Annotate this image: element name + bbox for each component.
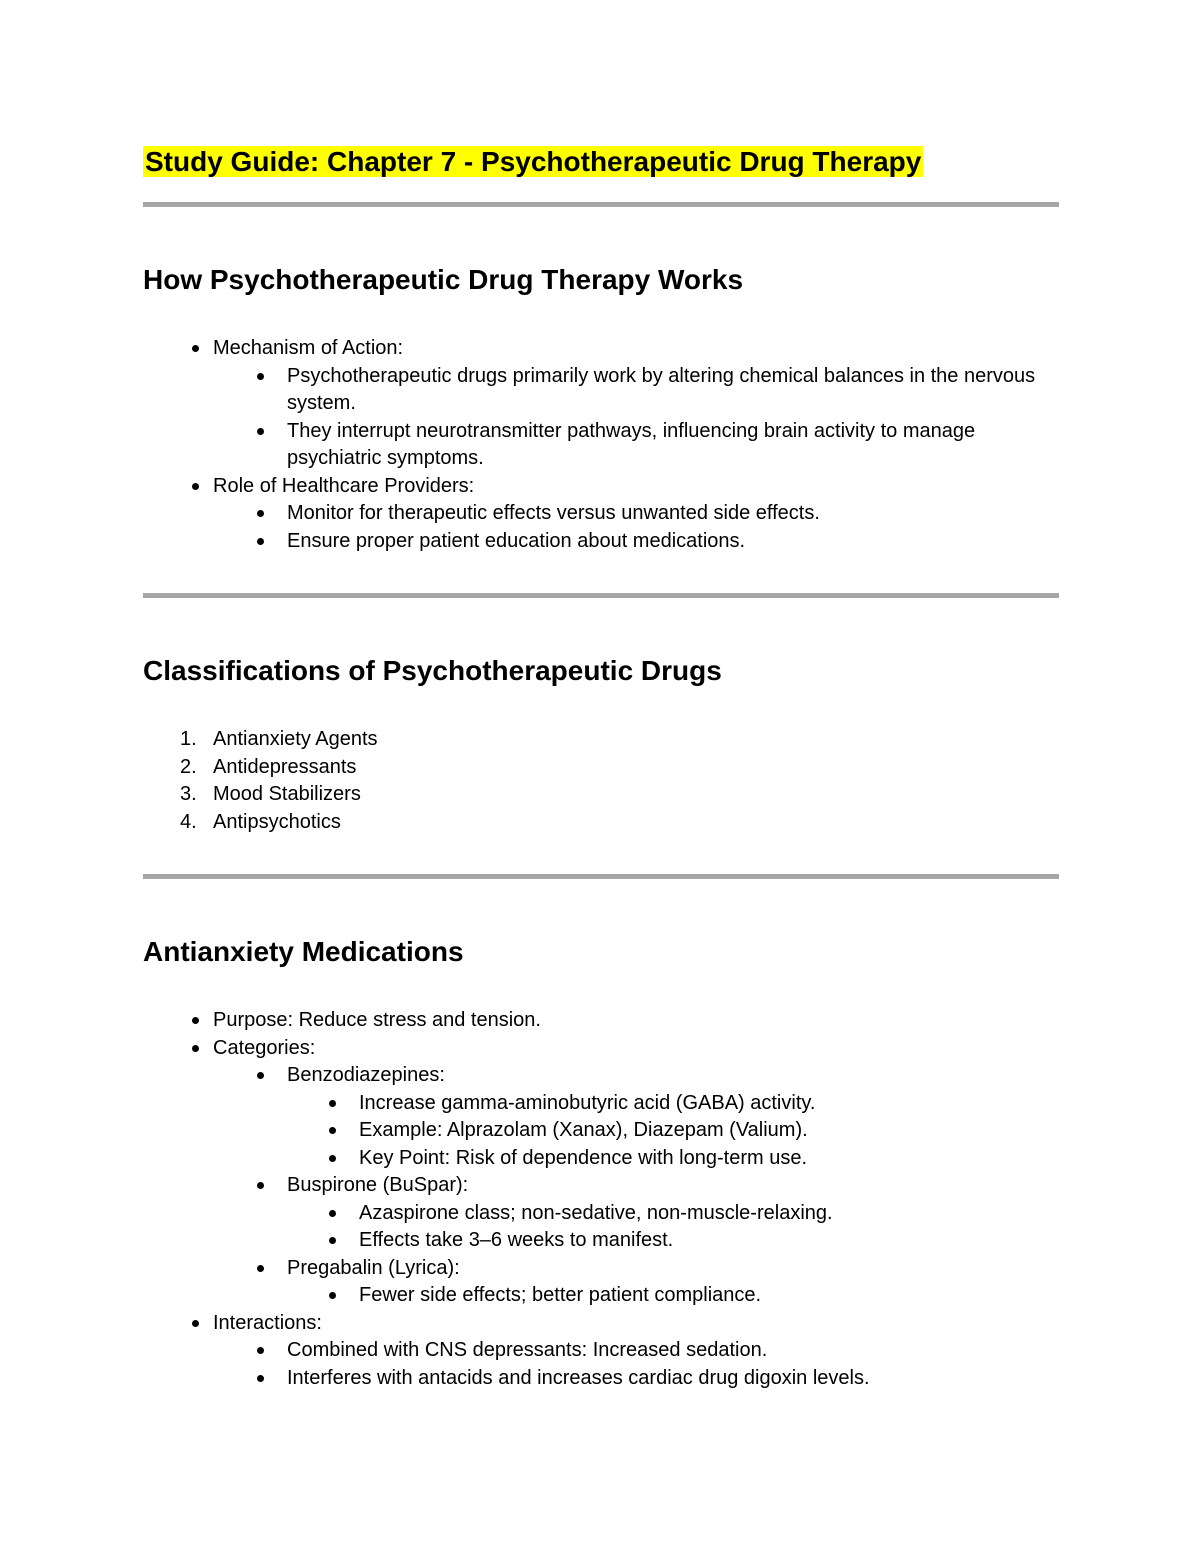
list-item (287, 1282, 1059, 1310)
doc-title-line (143, 143, 1059, 180)
list-item-text: Categories: (213, 1036, 316, 1059)
list-item-text: Interferes with antacids and increases cardiac drug digoxin levels. (287, 1366, 870, 1389)
section-heading-how-it-works: How Psychotherapeutic Drug Therapy Works (143, 264, 744, 295)
list-item (213, 1172, 1059, 1255)
list-item (143, 781, 1059, 809)
list-item-text: Monitor for therapeutic effects versus unwanted side effects. (287, 502, 820, 524)
list-item (143, 726, 1059, 754)
list-item (143, 1035, 1059, 1310)
list-item-text: Mechanism of Action: (213, 337, 404, 359)
list-item (213, 363, 1059, 418)
section-heading-antianxiety: Antianxiety Medications (143, 936, 464, 967)
bullet-sublist (213, 1337, 1059, 1392)
list-item-text: Role of Healthcare Providers: (213, 474, 475, 497)
list-item (287, 1145, 1059, 1173)
list-item-text: Antianxiety Agents (213, 728, 378, 750)
list-item-text: Effects take 3–6 weeks to manifest. (359, 1229, 674, 1251)
list-item (143, 335, 1059, 473)
section-divider (143, 874, 1059, 879)
bullet-sublist (213, 363, 1059, 473)
bullet-sublist (287, 1200, 1059, 1255)
bullet-sublist (287, 1090, 1059, 1173)
list-item-text: Ensure proper patient education about medications. (287, 529, 746, 552)
list-item-text: Example: Alprazolam (Xanax), Diazepam (Valium). (359, 1119, 808, 1141)
list-item-text: Purpose: Reduce stress and tension. (213, 1009, 541, 1031)
list-item-text: Antipsychotics (213, 810, 341, 833)
list-item (287, 1117, 1059, 1145)
list-item (143, 754, 1059, 782)
list-item (213, 418, 1059, 473)
list-item-text: Psychotherapeutic drugs primarily work by altering chemical balances in the nervous system. (287, 364, 1036, 414)
list-item-text: Antidepressants (213, 755, 357, 778)
doc-title-highlighted: Study Guide: Chapter 7 - Psychotherapeutic Drug Therapy (145, 146, 922, 177)
list-item (213, 528, 1059, 556)
section-classifications (143, 656, 1059, 836)
bullet-list (143, 1007, 1059, 1392)
section-divider (143, 202, 1059, 207)
numbered-list (143, 726, 1059, 836)
list-item-text: Mood Stabilizers (213, 783, 361, 805)
list-item (213, 1337, 1059, 1365)
list-item (287, 1200, 1059, 1228)
section-antianxiety-medications (143, 937, 1059, 1392)
list-item-text: Key Point: Risk of dependence with long-term use. (359, 1146, 808, 1169)
list-item (143, 809, 1059, 837)
list-item-text: Interactions: (213, 1311, 322, 1334)
bullet-sublist (287, 1282, 1059, 1310)
section-divider (143, 593, 1059, 598)
bullet-sublist (213, 1062, 1059, 1310)
list-item-text: Benzodiazepines: (287, 1064, 445, 1086)
list-item-text: Buspirone (BuSpar): (287, 1174, 469, 1196)
list-item (287, 1090, 1059, 1118)
bullet-list (143, 335, 1059, 555)
list-item (213, 1062, 1059, 1172)
list-item (143, 473, 1059, 556)
list-item (287, 1227, 1059, 1255)
list-item-text: Azaspirone class; non-sedative, non-muscle-relaxing. (359, 1201, 833, 1224)
list-item-text: They interrupt neurotransmitter pathways, influencing brain activity to manage psychiatric symptoms. (287, 419, 976, 469)
list-item-text: Combined with CNS depressants: Increased sedation. (287, 1339, 768, 1361)
list-item-text: Fewer side effects; better patient compliance. (359, 1284, 762, 1306)
list-item (143, 1310, 1059, 1393)
list-item-text: Pregabalin (Lyrica): (287, 1256, 460, 1279)
list-item (213, 1365, 1059, 1393)
bullet-sublist (213, 500, 1059, 555)
list-item (213, 1255, 1059, 1310)
list-item (143, 1007, 1059, 1035)
list-item (213, 500, 1059, 528)
section-heading-classifications: Classifications of Psychotherapeutic Drugs (143, 655, 722, 686)
section-how-it-works (143, 265, 1059, 555)
list-item-text: Increase gamma-aminobutyric acid (GABA) activity. (359, 1091, 816, 1114)
